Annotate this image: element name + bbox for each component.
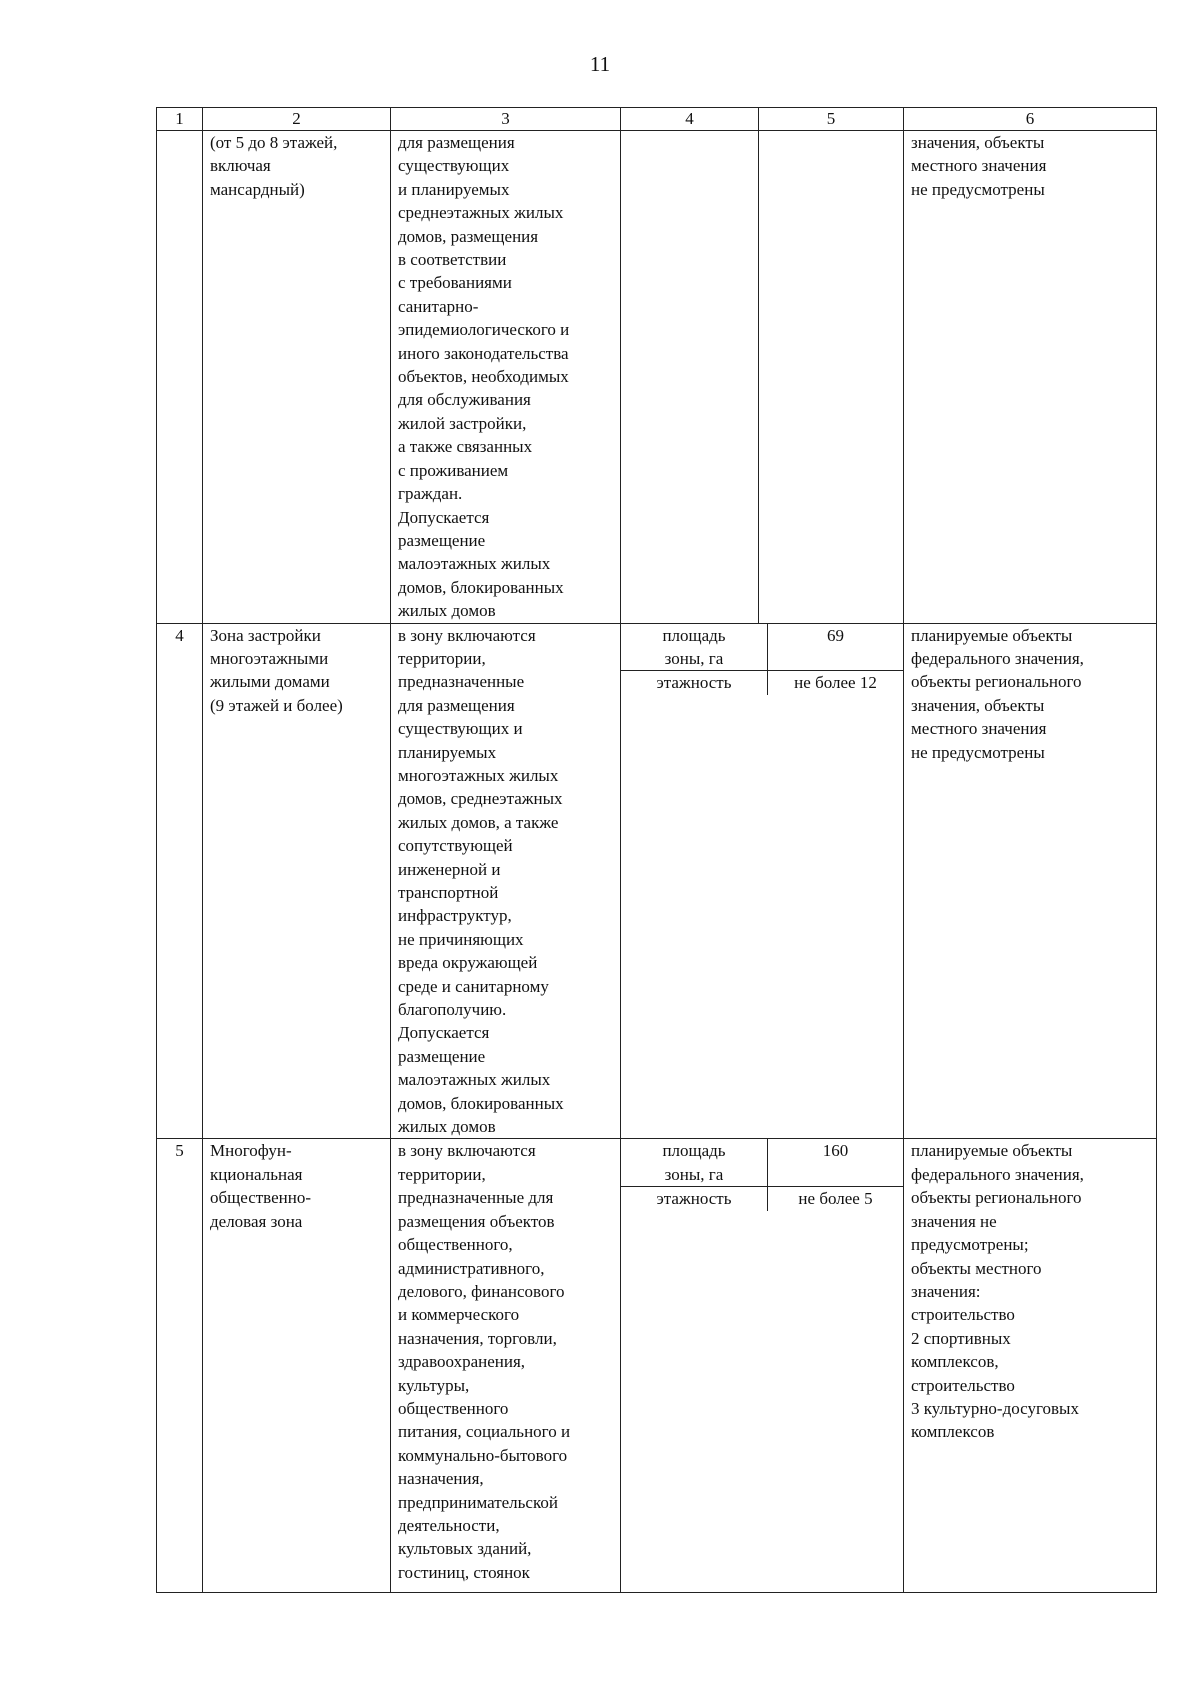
planned-objects-cell: планируемые объекты федерального значения, объекты регионального значения, объекты местного значения не предусмотрены	[904, 623, 1157, 1139]
zone-description-cell: для размещения существующих и планируемых среднеэтажных жилых домов, размещения в соответствии с требованиями санитарно- эпидемиологического и иного законодательства объектов, необходимых для обслуживания жилой застройки, а также связанных с проживанием граждан. Допускается размещение малоэтажных жилых домов, блокированных жилых домов	[391, 131, 621, 624]
indicator-row	[621, 1187, 903, 1210]
header-cell: 1	[157, 108, 203, 131]
header-cell: 4	[621, 108, 759, 131]
indicator-value-cell	[759, 131, 904, 624]
indicator-name: площадь зоны, га	[662, 1141, 726, 1184]
indicator-row	[621, 1139, 903, 1187]
indicator-name: этажность	[656, 673, 732, 693]
indicator-name: этажность	[656, 1189, 732, 1209]
zone-name-cell: Зона застройки многоэтажными жилыми домами (9 этажей и более)	[203, 623, 391, 1139]
indicator-name-cell	[621, 131, 759, 624]
table-row	[157, 1139, 1157, 1593]
planned-objects-cell: планируемые объекты федерального значения, объекты регионального значения не предусмотрены; объекты местного значения: строительство 2 спортивных комплексов, строительство 3 культурно-досуговых комплексов	[904, 1139, 1157, 1593]
indicators-list	[621, 624, 903, 695]
indicator-name: площадь зоны, га	[662, 625, 726, 668]
indicator-value: 69	[767, 624, 903, 671]
table-row	[157, 623, 1157, 1139]
table-header-row	[157, 108, 1157, 131]
indicator-value: 160	[767, 1139, 903, 1186]
indicators-cell	[621, 623, 904, 1139]
planned-objects-cell: значения, объекты местного значения не предусмотрены	[904, 131, 1157, 624]
page-number: 11	[589, 52, 611, 76]
zone-description-cell: в зону включаются территории, предназначенные для размещения существующих и планируемых многоэтажных жилых домов, среднеэтажных жилых домов, а также сопутствующей инженерной и транспортной инфраструктур, не причиняющих вреда окружающей среде и санитарному благополучию. Допускается размещение малоэтажных жилых домов, блокированных жилых домов	[391, 623, 621, 1139]
indicator-value: не более 5	[767, 1187, 903, 1210]
row-number-cell: 5	[157, 1139, 203, 1593]
header-cell: 2	[203, 108, 391, 131]
header-cell: 3	[391, 108, 621, 131]
header-cell: 5	[759, 108, 904, 131]
indicator-value: не более 12	[767, 671, 903, 694]
indicators-cell	[621, 1139, 904, 1593]
header-cell: 6	[904, 108, 1157, 131]
row-number-cell: 4	[157, 623, 203, 1139]
zone-description-cell: в зону включаются территории, предназначенные для размещения объектов общественного, административного, делового, финансового и коммерческого назначения, торговли, здравоохранения, культуры, общественного питания, социального и коммунально-бытового назначения, предпринимательской деятельности, культовых зданий, гостиниц, стоянок	[391, 1139, 621, 1593]
zones-table	[156, 107, 1157, 1593]
indicator-row	[621, 671, 903, 694]
indicator-row	[621, 624, 903, 672]
zone-name-cell: Многофун- кциональная общественно- деловая зона	[203, 1139, 391, 1593]
row-number-cell	[157, 131, 203, 624]
zone-name-cell: (от 5 до 8 этажей, включая мансардный)	[203, 131, 391, 624]
indicators-list	[621, 1139, 903, 1210]
table-row	[157, 131, 1157, 624]
